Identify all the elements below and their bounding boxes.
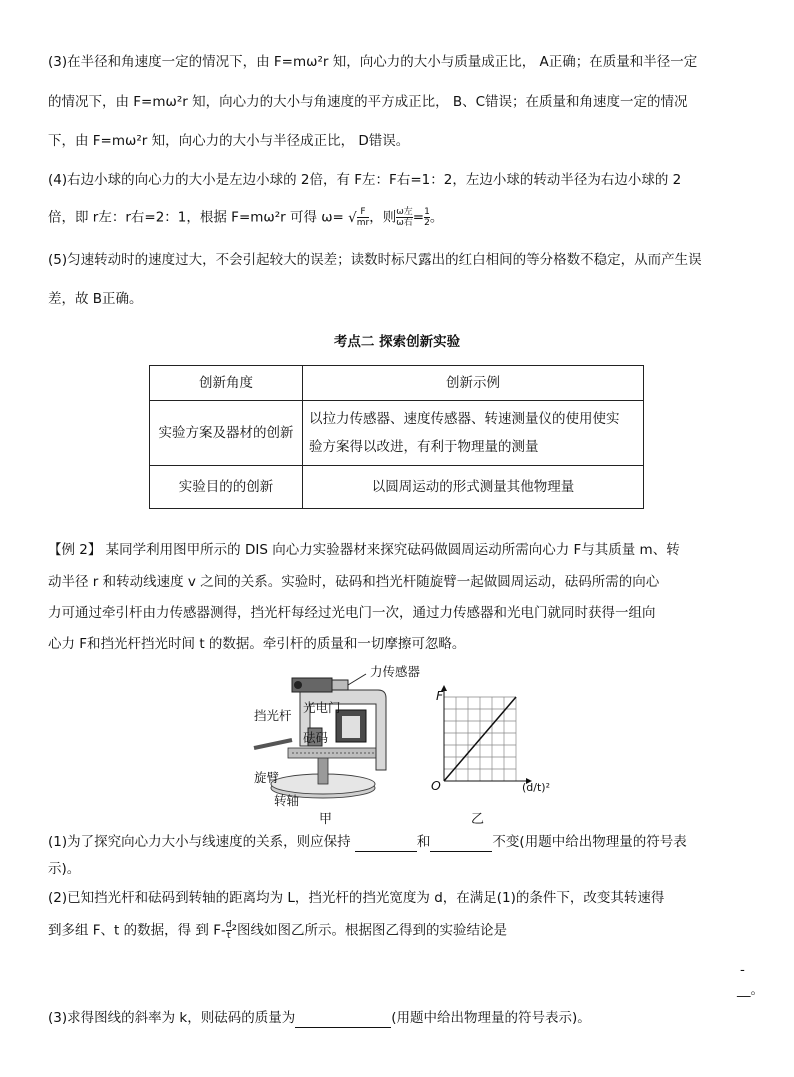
example-line-1: 【例 2】 某同学利用图甲所示的 DIS 向心力实验器材来探究砝码做圆周运动所需向心力 F与其质量 m、转 bbox=[48, 542, 680, 558]
question-2-text: 到多组 F、t 的数据，得 到 F- bbox=[48, 922, 226, 939]
question-1-and: 和 bbox=[416, 834, 431, 850]
solution-4-text: 倍，即 r左：r右=2：1，根据 F=mω²r 可得 ω= bbox=[48, 209, 344, 226]
solution-5-line-1: (5)匀速转动时的速度过大，不会引起较大的误差；读数时标尺露出的红白相间的等分格数不稳定，从而产生误 bbox=[48, 252, 702, 268]
answer-blank[interactable] bbox=[355, 837, 417, 852]
label-weight: 砝码 bbox=[303, 730, 329, 745]
solution-3-line-2: 的情况下，由 F=mω²r 知，向心力的大小与角速度的平方成正比， B、C错误；在质量和角速度一定的情况 bbox=[48, 94, 688, 110]
table-header-cell: 创新角度 bbox=[150, 366, 303, 401]
table-row bbox=[150, 401, 644, 466]
question-1-line-2: 示)。 bbox=[48, 861, 81, 877]
table-cell: 实验方案及器材的创新 bbox=[150, 401, 303, 466]
example-line-3: 力可通过牵引杆由力传感器测得，挡光杆每经过光电门一次，通过力传感器和光电门就同时获得一组向 bbox=[48, 605, 656, 621]
table-cell: 实验目的的创新 bbox=[150, 466, 303, 509]
solution-5-line-2: 差，故 B正确。 bbox=[48, 291, 143, 307]
innovation-table bbox=[149, 365, 644, 509]
question-3-tail: (用题中给出物理量的符号表示)。 bbox=[391, 1010, 591, 1026]
question-1-tail: 不变(用题中给出物理量的符号表 bbox=[492, 834, 687, 850]
question-1-line-1 bbox=[48, 832, 687, 852]
question-2-dash: - bbox=[740, 962, 745, 978]
table-header-cell: 创新示例 bbox=[303, 366, 644, 401]
label-axis: 转轴 bbox=[274, 793, 300, 808]
question-2-line-2: 到多组 F、t 的数据，得 到 F- $\frac{d}{t}$ ²图线如图乙所示。根据图乙得到的实验结论是 bbox=[48, 920, 508, 941]
example-line-4: 心力 F和挡光杆挡光时间 t 的数据。牵引杆的质量和一切摩擦可忽略。 bbox=[48, 636, 466, 652]
answer-blank[interactable] bbox=[430, 837, 492, 852]
caption-right: 乙 bbox=[471, 812, 485, 827]
table-cell: 以拉力传感器、速度传感器、转速测量仪的使用使实验方案得以改进，有利于物理量的测量 bbox=[303, 401, 644, 466]
table-header-row bbox=[150, 366, 644, 401]
label-force-sensor: 力传感器 bbox=[370, 664, 421, 679]
sqrt-expression: √ $\frac{F}{mr}$ bbox=[348, 207, 370, 228]
table-cell: 以圆周运动的形式测量其他物理量 bbox=[303, 466, 644, 509]
solution-3-line-1: (3)在半径和角速度一定的情况下，由 F=mω²r 知，向心力的大小与质量成正比， A正确；在质量和半径一定 bbox=[48, 54, 698, 70]
solution-4-line-1: (4)右边小球的向心力的大小是左边小球的 2倍，有 F左：F右=1：2，左边小球的转动半径为右边小球的 2 bbox=[48, 172, 682, 188]
question-3-line-1 bbox=[48, 1008, 591, 1028]
graph-origin: O bbox=[431, 778, 441, 793]
question-1-text: (1)为了探究向心力大小与线速度的关系，则应保持 bbox=[48, 834, 351, 850]
question-2-line-1: (2)已知挡光杆和砝码到转轴的距离均为 L，挡光杆的挡光宽度为 d，在满足(1)的条件下，改变其转速得 bbox=[48, 890, 665, 906]
label-photo-gate: 光电门 bbox=[303, 700, 341, 715]
table-row bbox=[150, 466, 644, 509]
answer-blank[interactable] bbox=[295, 1013, 391, 1028]
question-3-text: (3)求得图线的斜率为 k，则砝码的质量为 bbox=[48, 1010, 296, 1026]
question-2-end-blank[interactable]: __。 bbox=[737, 982, 764, 998]
caption-left: 甲 bbox=[319, 812, 333, 827]
graph-y-label: F bbox=[436, 688, 444, 703]
label-arm: 旋臂 bbox=[254, 770, 280, 785]
solution-4-line-2: 倍，即 r左：r右=2：1，根据 F=mω²r 可得 ω= √ $\frac{F}{mr}$ ，则 $\frac{\text{ω左}}{\text{ω右}}$ = $\frac{1}{2}$ 。 bbox=[48, 207, 444, 228]
solution-3-line-3: 下，由 F=mω²r 知，向心力的大小与半径成正比， D错误。 bbox=[48, 133, 410, 149]
label-light-rod: 挡光杆 bbox=[254, 708, 292, 723]
section-title: 考点二 探索创新实验 bbox=[333, 334, 461, 350]
example-line-2: 动半径 r 和转动线速度 v 之间的关系。实验时，砝码和挡光杆随旋臂一起做圆周运动，砝码所需的向心 bbox=[48, 574, 660, 590]
question-2-tail: ²图线如图乙所示。根据图乙得到的实验结论是 bbox=[231, 922, 508, 939]
graph-x-label: (d/t)² bbox=[522, 781, 550, 794]
